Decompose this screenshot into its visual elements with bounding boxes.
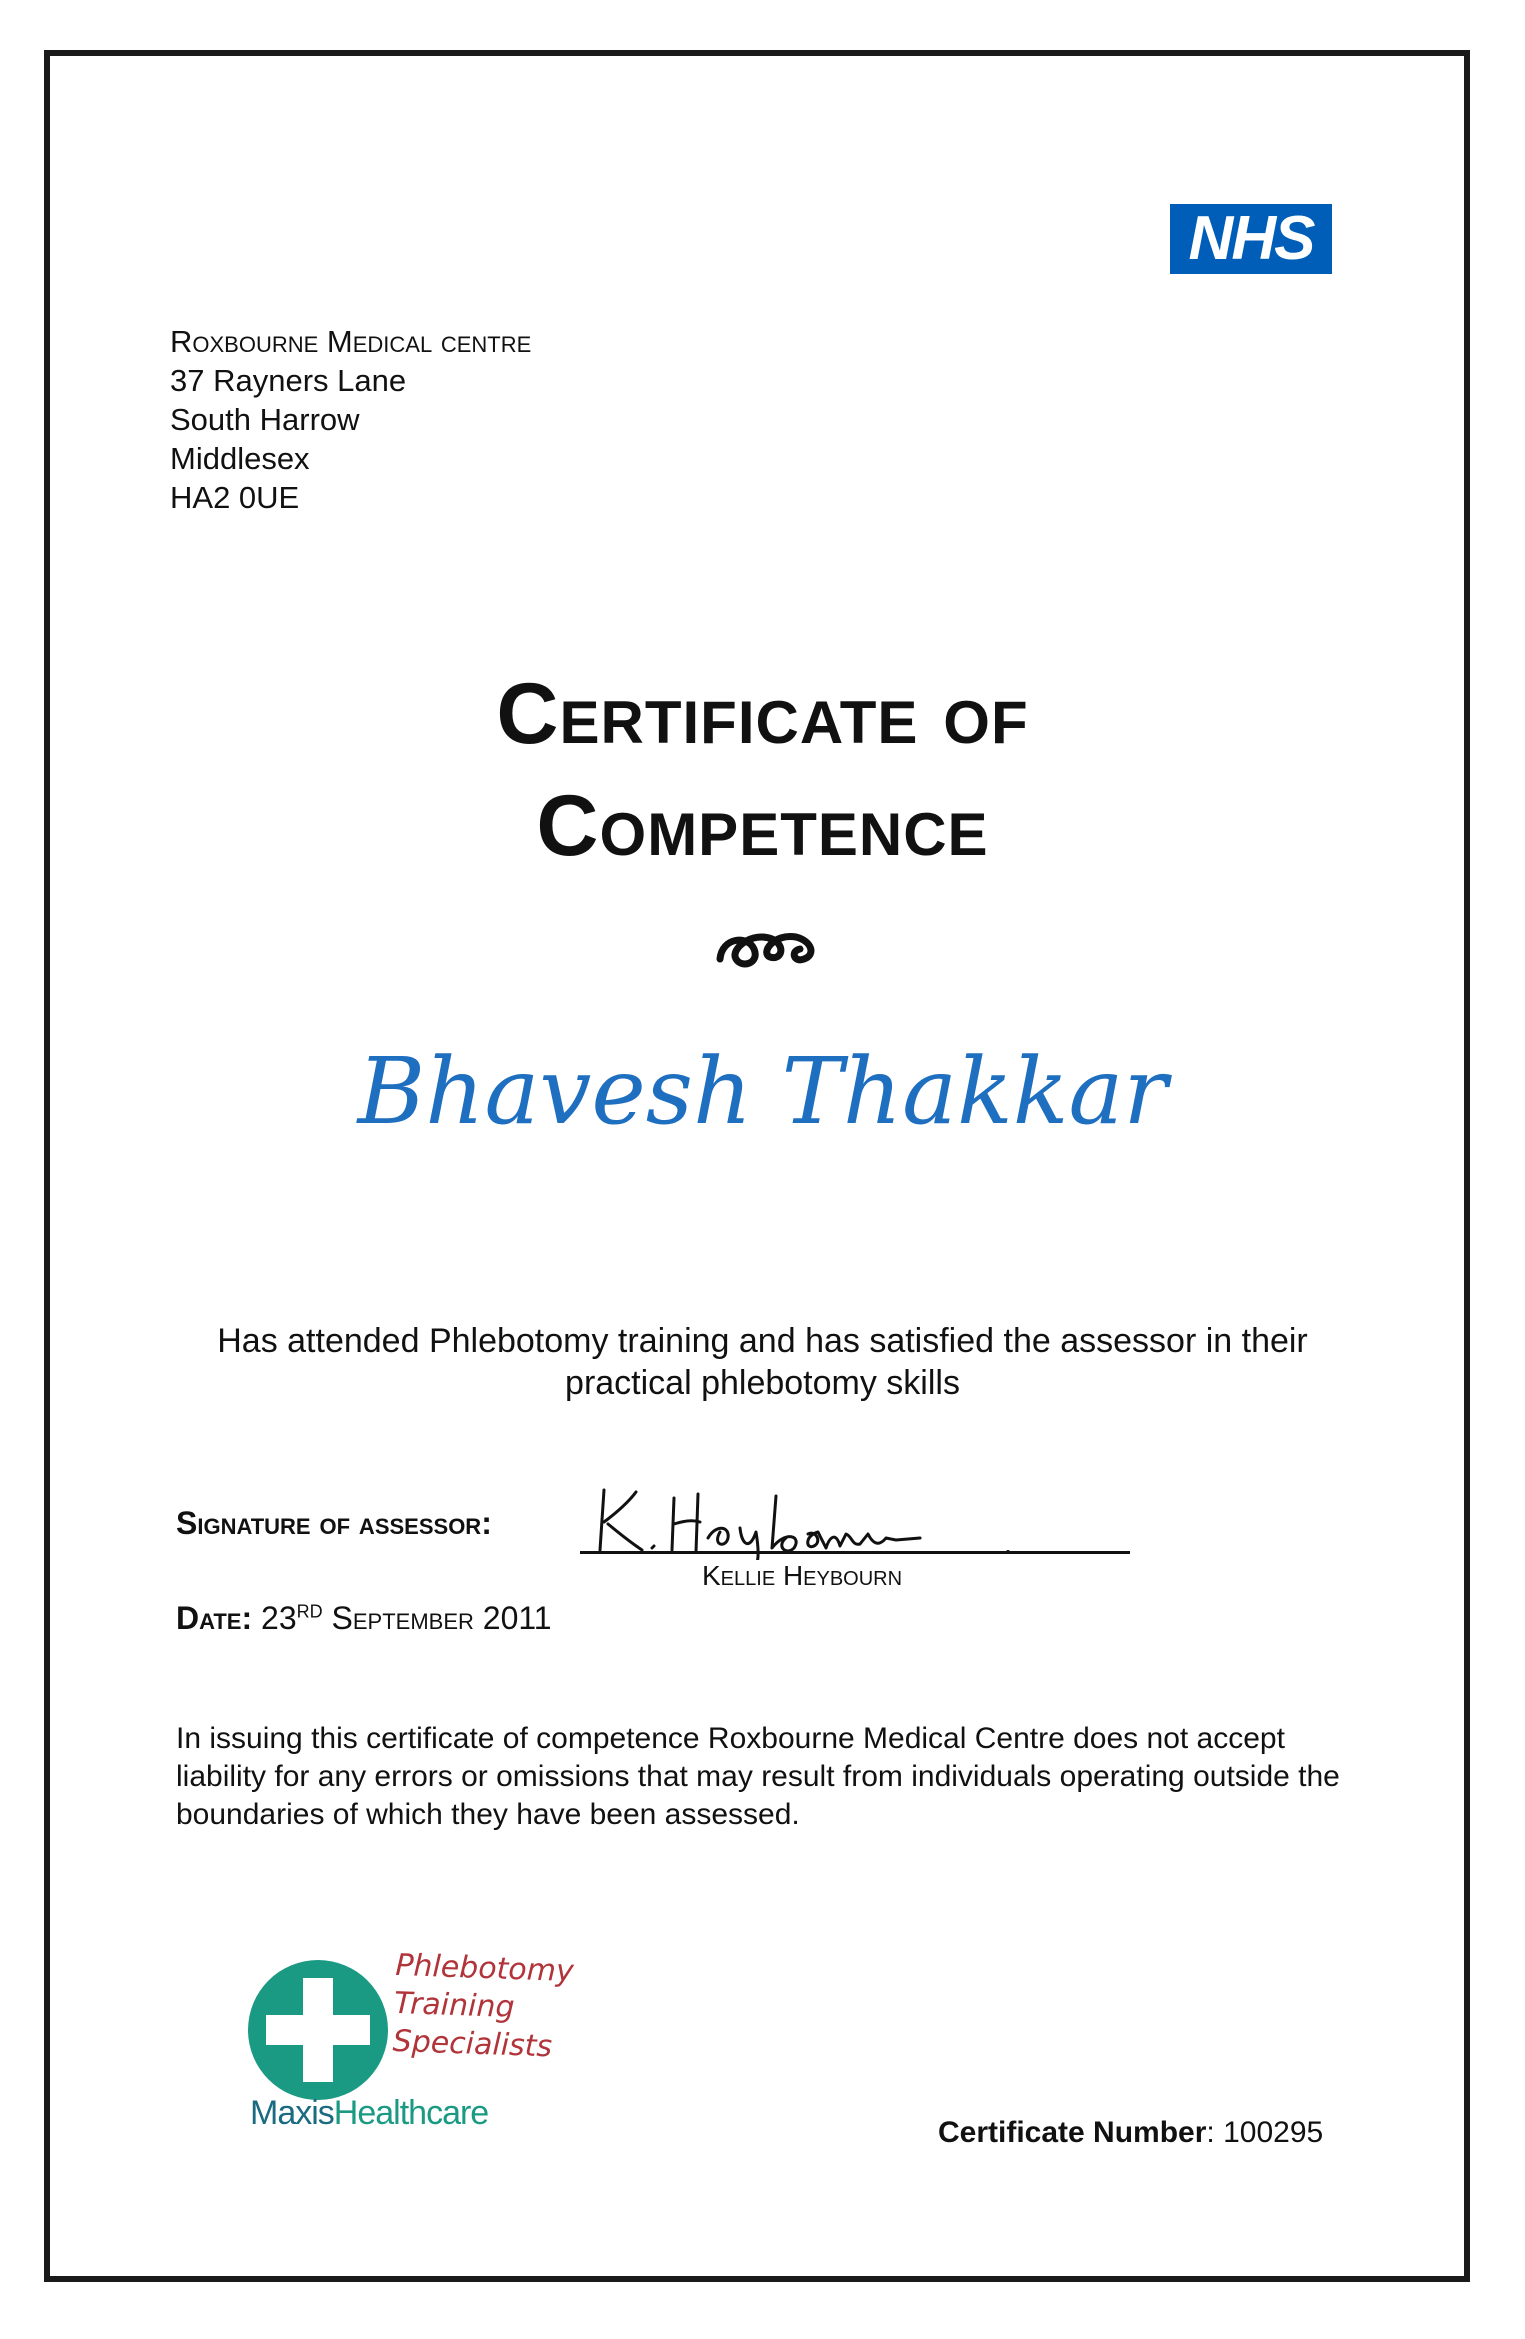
brand-name-2: Healthcare — [333, 2094, 489, 2132]
recipient-name: Bhavesh Thakkar — [357, 1038, 1168, 1145]
practice-name: Roxbourne Medical centre — [170, 324, 532, 359]
date-month-year: September 2011 — [331, 1600, 552, 1636]
address-block — [170, 322, 531, 517]
script-line-3: Specialists — [392, 2023, 553, 2065]
address-postcode: HA2 0UE — [170, 480, 300, 515]
flourish-ornament-icon — [712, 915, 822, 975]
date-row — [176, 1600, 552, 1637]
script-line-2: Training — [393, 1985, 516, 2026]
date-day: 23 — [261, 1600, 297, 1636]
date-suffix: RD — [296, 1601, 323, 1622]
phlebotomy-training-specialists-text — [392, 1947, 574, 2067]
date-label: Date: — [176, 1600, 253, 1636]
certificate-title-line-1: Certificate of — [496, 666, 1029, 762]
certificate-number: Certificate Number: 100295 — [938, 2116, 1324, 2149]
cross-horizontal — [266, 2015, 370, 2045]
assessor-signature — [590, 1480, 1010, 1560]
competence-statement: Has attended Phlebotomy training and has satisfied the assessor in their practical phlebotomy skills — [217, 1322, 1308, 1402]
nhs-logo: NHS — [1170, 204, 1332, 274]
certificate-title-line-2: Competence — [536, 778, 989, 874]
liability-disclaimer: In issuing this certificate of competence Roxbourne Medical Centre does not accept liability for any errors or omissions that may result from individuals operating outside the boundaries of which they have been assessed. — [176, 1722, 1340, 1831]
signature-label: Signature of assessor: — [176, 1505, 492, 1541]
certificate-number-value: 100295 — [1223, 2116, 1324, 2149]
maxis-healthcare-logo-text — [250, 2094, 488, 2133]
address-line-2: South Harrow — [170, 402, 360, 437]
assessor-name: Kellie Heybourn — [702, 1560, 903, 1591]
address-line-1: 37 Rayners Lane — [170, 363, 407, 398]
certificate-number-label: Certificate Number — [938, 2116, 1207, 2149]
script-line-1: Phlebotomy — [394, 1947, 575, 1990]
signature-line — [580, 1551, 1130, 1554]
address-line-3: Middlesex — [170, 441, 310, 476]
brand-name-1: Maxis — [250, 2094, 334, 2132]
